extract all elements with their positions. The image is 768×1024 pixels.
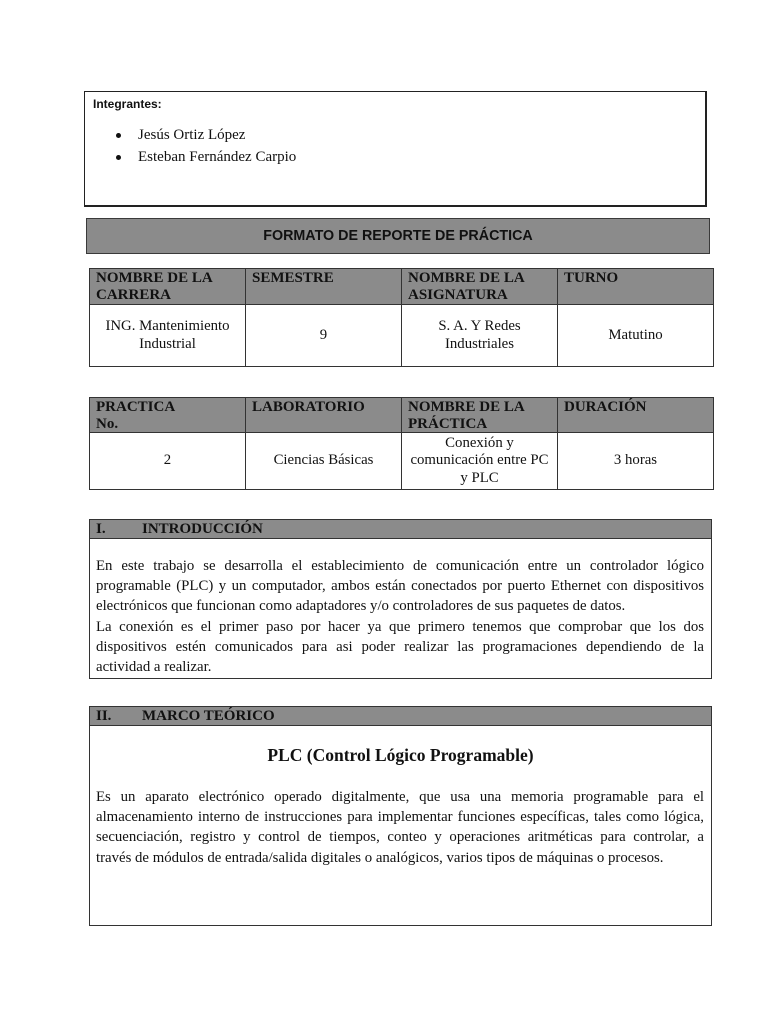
header-practice-name: NOMBRE DE LA PRÁCTICA bbox=[408, 399, 524, 432]
shift-value: Matutino bbox=[608, 326, 663, 343]
paragraph-line: dispositivos estén comunicados para asi poder realizar las programaciones dependiendo de la bbox=[96, 638, 704, 655]
table-header-cell bbox=[246, 269, 402, 305]
table-cell bbox=[402, 305, 558, 367]
report-title: FORMATO DE REPORTE DE PRÁCTICA bbox=[86, 218, 710, 254]
table-header-cell bbox=[90, 398, 246, 433]
section-introduccion bbox=[89, 519, 712, 679]
laboratory-value: Ciencias Básicas bbox=[273, 452, 374, 469]
table-header-cell bbox=[558, 269, 714, 305]
paragraph-line: almacenamiento interno de instrucciones para implementar funciones específicas, tales como lógica, bbox=[96, 809, 704, 826]
section-number: II. bbox=[96, 708, 112, 724]
member-item bbox=[85, 146, 705, 168]
career-table bbox=[89, 268, 714, 367]
header-shift: TURNO bbox=[564, 270, 619, 286]
semester-value: 9 bbox=[319, 326, 328, 343]
table-header-cell bbox=[558, 398, 714, 433]
header-duration: DURACIÓN bbox=[564, 399, 647, 415]
section-subtitle: PLC (Control Lógico Programable) bbox=[267, 745, 534, 765]
paragraph-line: actividad a realizar. bbox=[96, 659, 212, 676]
practice-number-value: 2 bbox=[163, 452, 172, 469]
practice-table bbox=[89, 397, 714, 490]
paragraph-line: En este trabajo se desarrolla el establecimiento de comunicación entre un controlador lógico bbox=[96, 558, 704, 574]
table-cell bbox=[558, 433, 714, 490]
header-subject: NOMBRE DE LA ASIGNATURA bbox=[408, 270, 524, 303]
members-label: Integrantes: bbox=[93, 97, 162, 111]
table-header-cell bbox=[90, 269, 246, 305]
table-cell bbox=[246, 305, 402, 367]
section-body bbox=[96, 787, 704, 868]
subject-value: S. A. Y Redes Industriales bbox=[438, 318, 521, 352]
members-list bbox=[85, 124, 705, 168]
paragraph-line: programable (PLC) y un computador, ambos están conectados por puerto Ethernet con dispositivos bbox=[96, 578, 704, 595]
paragraph-line: Es un aparato electrónico operado digitalmente, que usa una memoria programable para el bbox=[96, 789, 704, 805]
table-cell bbox=[246, 433, 402, 490]
table-header-cell bbox=[402, 269, 558, 305]
member-item bbox=[85, 124, 705, 146]
section-number: I. bbox=[96, 521, 106, 537]
career-value: ING. Mantenimiento Industrial bbox=[105, 318, 230, 352]
paragraph-line: secuenciación, registro y control de tiempos, conteo y operaciones aritméticas para controlar, a bbox=[96, 829, 704, 846]
header-practice-number: PRACTICA No. bbox=[96, 399, 175, 432]
table-cell bbox=[90, 433, 246, 490]
paragraph-line: electrónicos que funcionan como adaptadores y/o controladores de sus paquetes de datos. bbox=[96, 598, 626, 615]
table-cell bbox=[558, 305, 714, 367]
header-laboratory: LABORATORIO bbox=[252, 399, 365, 415]
header-career: NOMBRE DE LA CARRERA bbox=[96, 270, 212, 303]
member-name: Esteban Fernández Carpio bbox=[138, 149, 297, 165]
section-header bbox=[90, 520, 711, 539]
section-marco-teorico bbox=[89, 706, 712, 926]
section-body bbox=[96, 556, 704, 677]
paragraph-line: través de módulos de entrada/salida digitales o analógicos, varios tipos de máquinas o procesos. bbox=[96, 849, 664, 866]
table-cell bbox=[90, 305, 246, 367]
paragraph-line: La conexión es el primer paso por hacer ya que primero tenemos que comprobar que los dos bbox=[96, 618, 704, 635]
table-cell bbox=[402, 433, 558, 490]
header-semester: SEMESTRE bbox=[252, 270, 334, 286]
section-title: INTRODUCCIÓN bbox=[142, 521, 263, 537]
duration-value: 3 horas bbox=[613, 452, 658, 469]
table-header-cell bbox=[402, 398, 558, 433]
section-header bbox=[90, 707, 711, 726]
section-title: MARCO TEÓRICO bbox=[142, 708, 275, 724]
member-name: Jesús Ortiz López bbox=[138, 127, 246, 143]
practice-name-value: Conexión y comunicación entre PC y PLC bbox=[410, 434, 549, 486]
members-box bbox=[84, 91, 707, 207]
bullet-icon bbox=[116, 133, 121, 138]
bullet-icon bbox=[116, 155, 121, 160]
table-header-cell bbox=[246, 398, 402, 433]
